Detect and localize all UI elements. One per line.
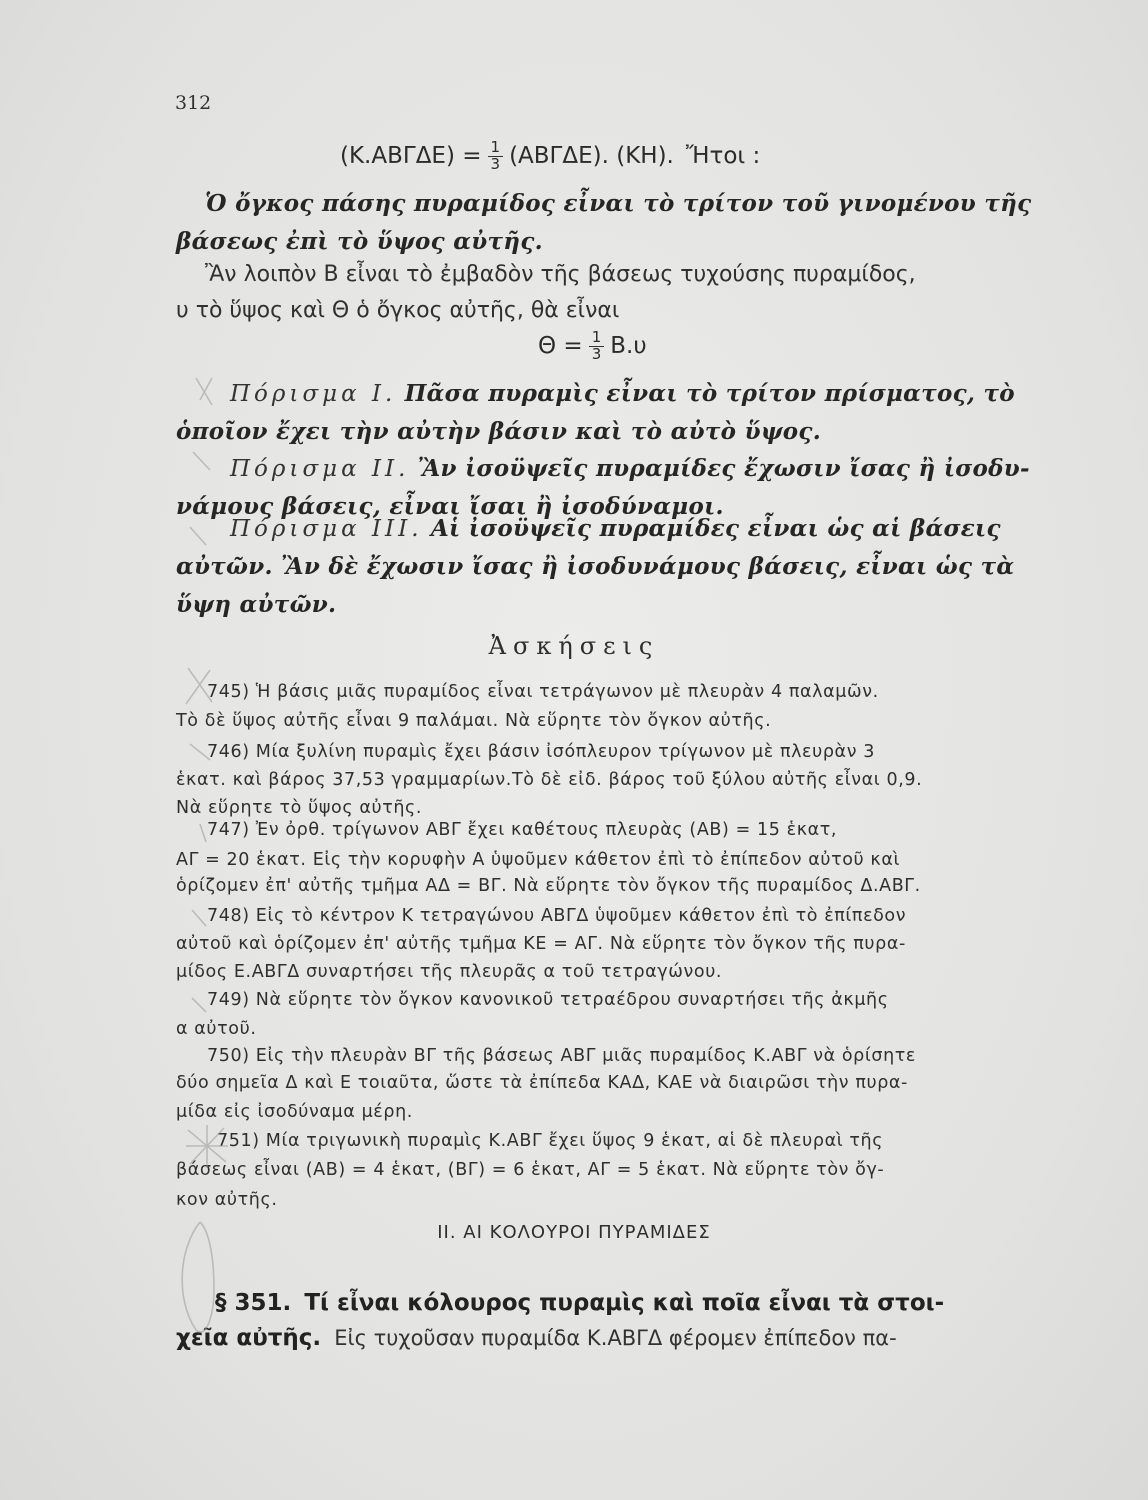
porisma-1-line-2: ὁποῖον ἔχει τὴν αὐτὴν βάσιν καὶ τὸ αὐτὸ ὕψος. [176, 418, 822, 445]
pencil-check-icon [190, 527, 206, 545]
fraction-numerator: 1 [589, 330, 605, 347]
section-number: § 351. [215, 1290, 292, 1316]
porisma-2-text: Ἂν ἰσοϋψεῖς πυραμίδες ἔχωσιν ἴσας ἢ ἰσοδυ- [417, 455, 1030, 482]
fraction-numerator: 1 [488, 140, 504, 157]
exercise-line: 746) Μία ξυλίνη πυραμὶς ἔχει βάσιν ἰσόπλευρον τρίγωνον μὲ πλευρὰν 3 [207, 742, 875, 762]
exercise-line: Νὰ εὕρητε τὸ ὕψος αὐτῆς. [176, 798, 423, 818]
fraction-denominator: 3 [490, 154, 501, 173]
exercise-line: 751) Μία τριγωνικὴ πυραμὶς Κ.ΑΒΓ ἔχει ὕψος 9 ἑκατ, αἱ δὲ πλευραὶ τῆς [217, 1131, 884, 1151]
paragraph-line-1: Ἂν λοιπὸν Β εἶναι τὸ ἐμβαδὸν τῆς βάσεως τυχούσης πυραμίδος, [205, 262, 916, 287]
porisma-1-text: Πᾶσα πυραμὶς εἶναι τὸ τρίτον πρίσματος, τὸ [404, 380, 1015, 407]
porisma-3-line-3: ὕψη αὐτῶν. [176, 591, 337, 618]
exercise-line: δύο σημεῖα Δ καὶ Ε τοιαῦτα, ὥστε τὰ ἐπίπεδα ΚΑΔ, ΚΑΕ νὰ διαιρῶσι τὴν πυρα- [176, 1073, 908, 1093]
porisma-2-label: Πόρισμα ΙΙ. [230, 456, 410, 482]
section-351-line-1 [215, 1290, 944, 1316]
formula2-left: Θ = [538, 333, 583, 360]
exercise-line: ΑΓ = 20 ἑκατ. Εἰς τὴν κορυφὴν Α ὑψοῦμεν κάθετον ἐπὶ τὸ ἐπίπεδον αὐτοῦ καὶ [176, 850, 900, 870]
fraction-one-third [488, 140, 504, 173]
exercises-heading: Ἀσκήσεις [488, 632, 660, 660]
formula-right: (ΑΒΓΔΕ). (ΚΗ). [509, 143, 674, 170]
pencil-check-icon [192, 998, 206, 1012]
formula-left: (Κ.ΑΒΓΔΕ) = [340, 143, 482, 170]
formula-volume [340, 140, 760, 173]
fraction-one-third-2 [589, 330, 605, 363]
porisma-3-label: Πόρισμα ΙΙΙ. [230, 516, 423, 542]
exercise-line: βάσεως εἶναι (ΑΒ) = 4 ἑκατ, (ΒΓ) = 6 ἑκατ, ΑΓ = 5 ἑκατ. Νὰ εὕρητε τὸν ὄγ- [176, 1160, 885, 1180]
section-351-rest: Εἰς τυχοῦσαν πυραμίδα Κ.ΑΒΓΔ φέρομεν ἐπίπεδον πα- [334, 1326, 897, 1350]
porisma-3-text: Αἱ ἰσοϋψεῖς πυραμίδες εἶναι ὡς αἱ βάσεις [430, 515, 1001, 542]
exercise-line: 750) Εἰς τὴν πλευρὰν ΒΓ τῆς βάσεως ΑΒΓ μιᾶς πυραμίδος Κ.ΑΒΓ νὰ ὁρίσητε [207, 1046, 916, 1066]
exercise-line: μίδα εἰς ἰσοδύναμα μέρη. [176, 1102, 413, 1122]
pencil-check-icon [193, 452, 210, 470]
section-title: ΙΙ. ΑΙ ΚΟΛΟΥΡΟΙ ΠΥΡΑΜΙΔΕΣ [437, 1222, 711, 1243]
exercise-line: 747) Ἐν ὀρθ. τρίγωνον ΑΒΓ ἔχει καθέτους πλευρὰς (ΑΒ) = 15 ἑκατ, [207, 820, 838, 840]
exercise-line: 749) Νὰ εὕρητε τὸν ὄγκον κανονικοῦ τετραέδρου συναρτήσει τῆς ἀκμῆς [207, 990, 889, 1010]
theorem-line-1: Ὁ ὄγκος πάσης πυραμίδος εἶναι τὸ τρίτον τοῦ γινομένου τῆς [205, 190, 1032, 217]
pencil-check-icon [196, 378, 212, 405]
porisma-2-line-2: νάμους βάσεις, εἶναι ἴσαι ἢ ἰσοδύναμοι. [176, 493, 724, 520]
exercise-line: ἑκατ. καὶ βάρος 37,53 γραμμαρίων.Τὸ δὲ εἰδ. βάρος τοῦ ξύλου αὐτῆς εἶναι 0,9. [176, 770, 923, 790]
exercise-line: ὁρίζομεν ἐπ' αὐτῆς τμῆμα ΑΔ = ΒΓ. Νὰ εὕρητε τὸν ὄγκον τῆς πυραμίδος Δ.ΑΒΓ. [176, 876, 921, 896]
exercise-line: 748) Εἰς τὸ κέντρον Κ τετραγώνου ΑΒΓΔ ὑψοῦμεν κάθετον ἐπὶ τὸ ἐπίπεδον [207, 906, 907, 926]
section-351-line-2 [176, 1325, 897, 1351]
exercise-line: α αὐτοῦ. [176, 1019, 257, 1039]
porisma-1-line-1 [230, 380, 1015, 407]
porisma-1-label: Πόρισμα Ι. [230, 381, 397, 407]
formula-tail: Ἤτοι : [685, 143, 761, 170]
formula2-right: Β.υ [610, 333, 647, 360]
exercise-line: Τὸ δὲ ὕψος αὐτῆς εἶναι 9 παλάμαι. Νὰ εὕρητε τὸν ὄγκον αὐτῆς. [176, 711, 772, 731]
exercise-line: 745) Ἡ βάσις μιᾶς πυραμίδος εἶναι τετράγωνον μὲ πλευρὰν 4 παλαμῶν. [207, 682, 879, 702]
exercise-line: κον αὐτῆς. [176, 1190, 278, 1210]
exercise-line: μίδος Ε.ΑΒΓΔ συναρτήσει τῆς πλευρᾶς α τοῦ τετραγώνου. [176, 962, 723, 982]
porisma-2-line-1 [230, 455, 1030, 482]
pencil-check-icon [200, 824, 206, 842]
page-number: 312 [175, 92, 212, 114]
section-351-bold-2: χεῖα αὐτῆς. [176, 1325, 322, 1351]
fraction-denominator: 3 [591, 344, 602, 363]
pencil-check-icon [192, 910, 206, 926]
formula-theta [538, 330, 647, 363]
paragraph-line-2: υ τὸ ὕψος καὶ Θ ὁ ὄγκος αὐτῆς, θὰ εἶναι [176, 298, 620, 323]
theorem-line-2: βάσεως ἐπὶ τὸ ὕψος αὐτῆς. [176, 228, 543, 255]
exercise-line: αὐτοῦ καὶ ὁρίζομεν ἐπ' αὐτῆς τμῆμα ΚΕ = ΑΓ. Νὰ εὕρητε τὸν ὄγκον τῆς πυρα- [176, 934, 906, 954]
porisma-3-line-1 [230, 515, 1001, 542]
section-351-bold-1: Τί εἶναι κόλουρος πυραμὶς καὶ ποῖα εἶναι τὰ στοι- [304, 1290, 945, 1316]
porisma-3-line-2: αὐτῶν. Ἂν δὲ ἔχωσιν ἴσας ἢ ἰσοδυνάμους βάσεις, εἶναι ὡς τὰ [176, 553, 1015, 580]
